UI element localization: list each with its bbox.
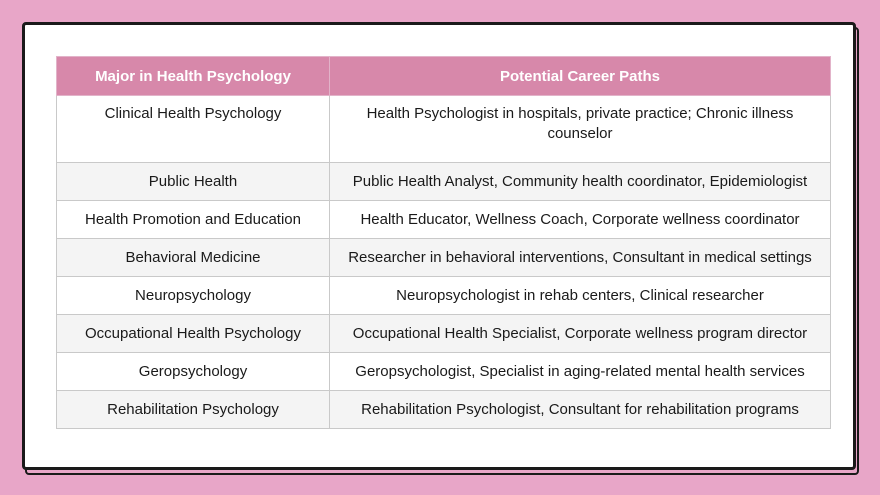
career-table bbox=[56, 56, 831, 429]
major-cell: Neuropsychology bbox=[57, 277, 330, 315]
table-row bbox=[57, 315, 831, 353]
major-cell: Rehabilitation Psychology bbox=[57, 391, 330, 429]
career-cell: Rehabilitation Psychologist, Consultant for rehabilitation programs bbox=[330, 391, 831, 429]
major-cell: Clinical Health Psychology bbox=[57, 96, 330, 163]
major-cell: Geropsychology bbox=[57, 353, 330, 391]
table-row bbox=[57, 277, 831, 315]
table-row bbox=[57, 353, 831, 391]
table-row bbox=[57, 239, 831, 277]
major-cell: Behavioral Medicine bbox=[57, 239, 330, 277]
major-cell: Occupational Health Psychology bbox=[57, 315, 330, 353]
content-card bbox=[22, 22, 856, 470]
table-row bbox=[57, 96, 831, 163]
career-cell: Geropsychologist, Specialist in aging-related mental health services bbox=[330, 353, 831, 391]
header-major: Major in Health Psychology bbox=[57, 57, 330, 96]
table-row bbox=[57, 391, 831, 429]
header-careers: Potential Career Paths bbox=[330, 57, 831, 96]
career-cell: Neuropsychologist in rehab centers, Clinical researcher bbox=[330, 277, 831, 315]
career-cell: Health Psychologist in hospitals, private practice; Chronic illness counselor bbox=[330, 96, 831, 163]
career-cell: Public Health Analyst, Community health coordinator, Epidemiologist bbox=[330, 163, 831, 201]
career-cell: Researcher in behavioral interventions, Consultant in medical settings bbox=[330, 239, 831, 277]
major-cell: Public Health bbox=[57, 163, 330, 201]
career-cell: Health Educator, Wellness Coach, Corporate wellness coordinator bbox=[330, 201, 831, 239]
career-cell: Occupational Health Specialist, Corporate wellness program director bbox=[330, 315, 831, 353]
table-row bbox=[57, 163, 831, 201]
table-header-row bbox=[57, 57, 831, 96]
table-row bbox=[57, 201, 831, 239]
major-cell: Health Promotion and Education bbox=[57, 201, 330, 239]
